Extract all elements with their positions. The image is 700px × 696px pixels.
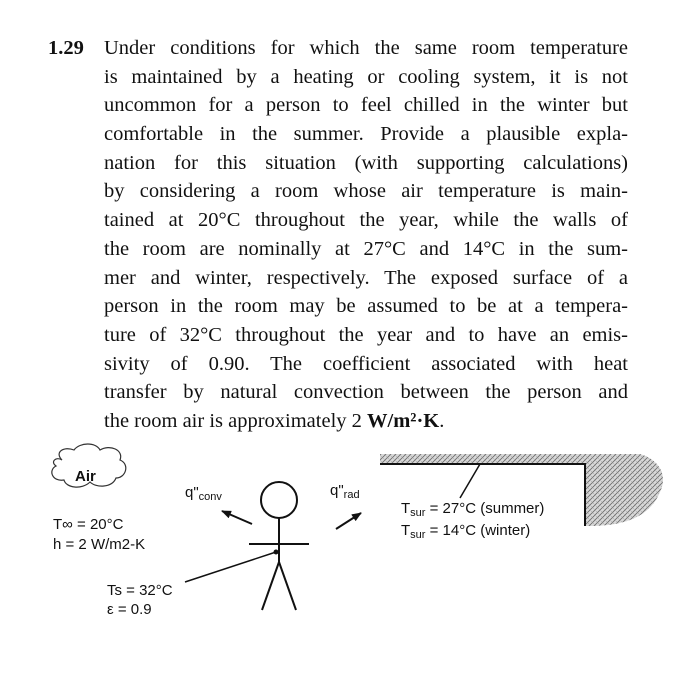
problem-line: tained at 20°C throughout the year, while the walls of — [104, 209, 628, 232]
tsur-summer-value: = 27°C (summer) — [425, 500, 545, 517]
tsur-winter-sub: sur — [410, 529, 426, 541]
problem-line: the room are nominally at 27°C and 14°C in the sum- — [104, 237, 628, 260]
q-rad-arrow — [336, 513, 361, 529]
figure — [0, 440, 700, 696]
emissivity-label: ε = 0.9 — [107, 601, 152, 618]
surface-pointer — [185, 552, 276, 582]
tsur-summer-sub: sur — [410, 507, 426, 519]
problem-line: comfortable in the summer. Provide a plausible expla- — [104, 123, 628, 146]
tsur-winter-value: = 14°C (winter) — [425, 522, 531, 539]
q-conv-label — [185, 484, 222, 503]
problem-line: by considering a room whose air temperature is main- — [104, 180, 628, 203]
problem-line-last — [104, 407, 628, 436]
problem-line: nation for this situation (with supporting calculations) — [104, 151, 628, 174]
wall-pointer — [460, 464, 480, 498]
q-conv-arrow — [222, 511, 252, 524]
problem-line: transfer by natural convection between the person and — [104, 381, 628, 404]
last-line-period: . — [439, 409, 445, 432]
surface-point-dot — [274, 550, 279, 555]
problem-number: 1.29 — [48, 37, 84, 59]
ts-label: Ts = 32°C — [107, 582, 173, 599]
problem-line: uncommon for a person to feel chilled in the winter but — [104, 94, 628, 117]
h-label: h = 2 W/m2-K — [53, 536, 146, 553]
problem-line: person in the room may be assumed to be at a tempera- — [104, 295, 628, 318]
tsur-winter-label — [401, 522, 530, 541]
tsur-summer-label — [401, 500, 544, 519]
problem-line: mer and winter, respectively. The exposed surface of a — [104, 266, 628, 289]
q-rad-label — [330, 482, 360, 501]
air-label: Air — [75, 468, 96, 485]
problem-line: ture of 32°C throughout the year and to have an emis- — [104, 323, 628, 346]
q-rad-symbol: q" — [330, 482, 344, 499]
t-inf-label: T∞ = 20°C — [53, 516, 124, 533]
last-line-text: the room air is approximately 2 — [104, 409, 368, 432]
q-conv-sub: conv — [198, 491, 222, 503]
q-conv-symbol: q" — [185, 484, 199, 501]
figure-drawing — [0, 440, 700, 696]
tsur-winter-t: T — [401, 522, 411, 539]
person-figure — [249, 482, 309, 610]
problem-line: is maintained by a heating or cooling system, it is not — [104, 65, 628, 88]
tsur-summer-t: T — [401, 500, 411, 517]
unit-text: W/m²·K — [367, 409, 440, 432]
problem-statement — [48, 34, 628, 436]
problem-line: sivity of 0.90. The coefficient associated with heat — [104, 352, 628, 375]
problem-line: Under conditions for which the same room temperature — [104, 37, 628, 59]
q-rad-sub: rad — [343, 489, 360, 501]
